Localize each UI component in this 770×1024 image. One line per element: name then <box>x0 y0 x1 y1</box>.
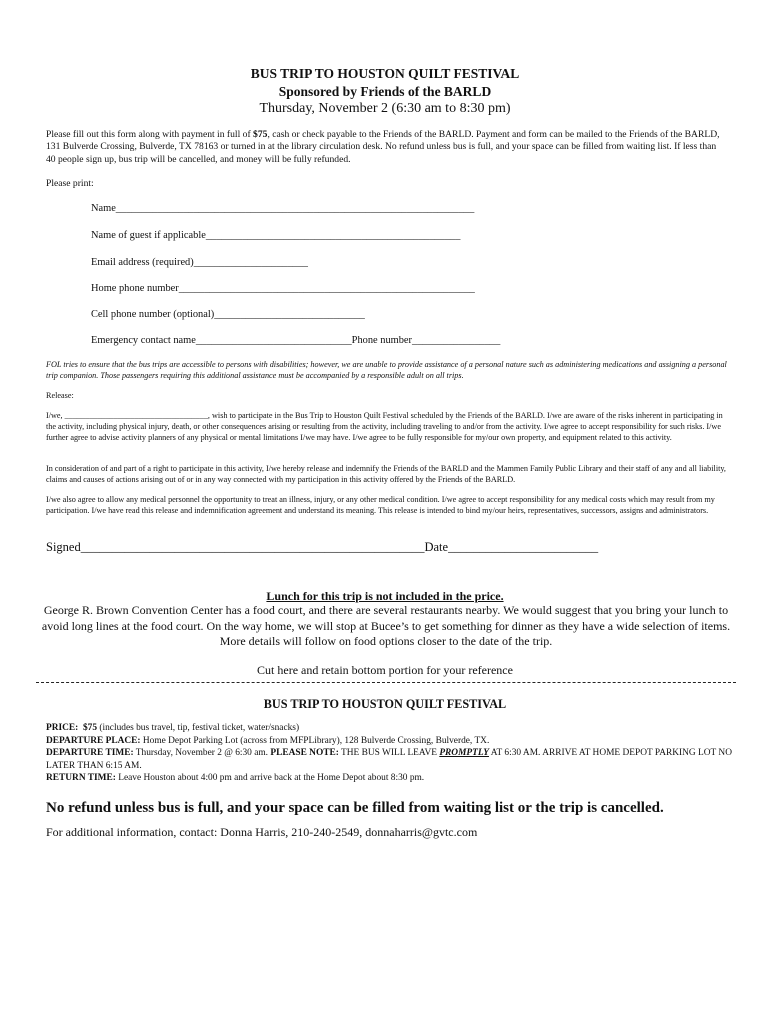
price-amount: $75 <box>253 129 268 140</box>
release-label: Release: <box>46 391 74 400</box>
trip-details <box>46 722 736 785</box>
refund-notice: No refund unless bus is full, and your space can be filled from waiting list or the trip is cancelled. <box>46 800 664 816</box>
departure-time-line: DEPARTURE TIME: Thursday, November 2 @ 6:30 am. PLEASE NOTE: THE BUS WILL LEAVE PROMPTLY AT 6:30 AM. ARRIVE AT HOME DEPOT PARKING LOT NO LATER THAN 6:15 AM. <box>46 748 732 771</box>
cell-phone-field[interactable]: Cell phone number (optional)_____________________________ <box>91 309 365 320</box>
cut-here-label: Cut here and retain bottom portion for your reference <box>257 663 513 677</box>
cut-line <box>36 682 736 683</box>
email-field[interactable]: Email address (required)______________________ <box>91 257 309 268</box>
emergency-contact-field[interactable]: Emergency contact name______________________________Phone number_________________ <box>91 335 501 346</box>
lunch-heading: Lunch for this trip is not included in the price. <box>266 589 504 603</box>
sponsor-line: Sponsored by Friends of the BARLD <box>278 84 492 99</box>
please-print-label: Please print: <box>46 178 94 189</box>
home-phone-field[interactable]: Home phone number_________________________________________________________ <box>91 283 475 294</box>
release-paragraph-1: I/we, ___________________________________, wish to participate in the Bus Trip to Houston Quilt Festival scheduled by the Friends of the BARLD. I/we are aware of the risks inherent in participating in the activity, including physical injury, death, or other consequences arising or resulting from the activity, including traveling to and/or from the activity. I/we agree to accept responsibility for such risks. I/we further agree to advise activity planners of any physical or mental limitations I/we may have. I/we agree to be fully responsible for my/our own property, and equipment related to this activity. <box>46 411 723 442</box>
accessibility-note: FOL tries to ensure that the bus trips are accessible to persons with disabilities; however, we are unable to provide assistance of a personal nature such as administering medications and assigning a personal trip companion. Those passengers requiring this additional assistance must be accompanied by a responsible adult on all trips. <box>46 360 727 380</box>
promptly-emphasis: PROMPTLY <box>439 748 489 759</box>
guest-name-field[interactable]: Name of guest if applicable_________________________________________________ <box>91 230 461 241</box>
name-field[interactable]: Name_____________________________________________________________________ <box>91 203 475 214</box>
signature-date-line[interactable]: Signed_______________________________________________________Date________________________ <box>46 540 599 554</box>
intro-text-1: Please fill out this form along with payment in full of <box>46 129 254 140</box>
release-paragraph-2: In consideration of and part of a right to participate in this activity, I/we hereby release and indemnify the Friends of the BARLD and the Mammen Family Public Library and their staff of any and all liability, claims and causes of actions arising out of or in any way connected with my participation in this activity offered by the Friends of the BARLD. <box>46 464 726 484</box>
lunch-paragraph: George R. Brown Convention Center has a food court, and there are several restaurants nearby. We would suggest that you bring your lunch to avoid long lines at the food court. On the way home, we will stop at Bucee’s to get something for dinner as they have a wide selection of items. More details will follow on food options closer to the date of the trip. <box>41 603 731 648</box>
intro-text-2: , cash or check payable to the Friends of the BARLD. Payment and form can be mailed to the Friends of the BARLD, 131 Bulverde Crossing, Bulverde, TX 78163 or turned in at the library circulation desk. No refund unless bus is full, and your space can be filled from waiting list. If less than 40 people sign up, bus trip will be cancelled, and money will be fully refunded. <box>46 129 720 165</box>
departure-place-line: DEPARTURE PLACE: Home Depot Parking Lot (across from MFPLibrary), 128 Bulverde Crossing, Bulverde, TX. <box>46 735 490 746</box>
release-paragraph-3: I/we also agree to allow any medical personnel the opportunity to treat an illness, injury, or any other medical condition. I/we agree to accept responsibility for any medical costs which may result from my participation. I/we have read this release and indemnification agreement and understand its meaning. This release is intended to bind my/our heirs, representatives, successors, assigns and administrators. <box>46 495 715 515</box>
reference-title: BUS TRIP TO HOUSTON QUILT FESTIVAL <box>263 697 507 711</box>
event-date: Thursday, November 2 (6:30 am to 8:30 pm) <box>259 101 511 116</box>
price-line: PRICE: $75 (includes bus travel, tip, festival ticket, water/snacks) <box>46 723 300 733</box>
return-time-line: RETURN TIME: Leave Houston about 4:00 pm and arrive back at the Home Depot about 8:30 pm. <box>46 773 425 784</box>
contact-line: For additional information, contact: Donna Harris, 210-240-2549, donnaharris@gvtc.com <box>46 825 478 839</box>
form-title: BUS TRIP TO HOUSTON QUILT FESTIVAL <box>250 66 520 81</box>
intro-paragraph <box>46 129 726 166</box>
